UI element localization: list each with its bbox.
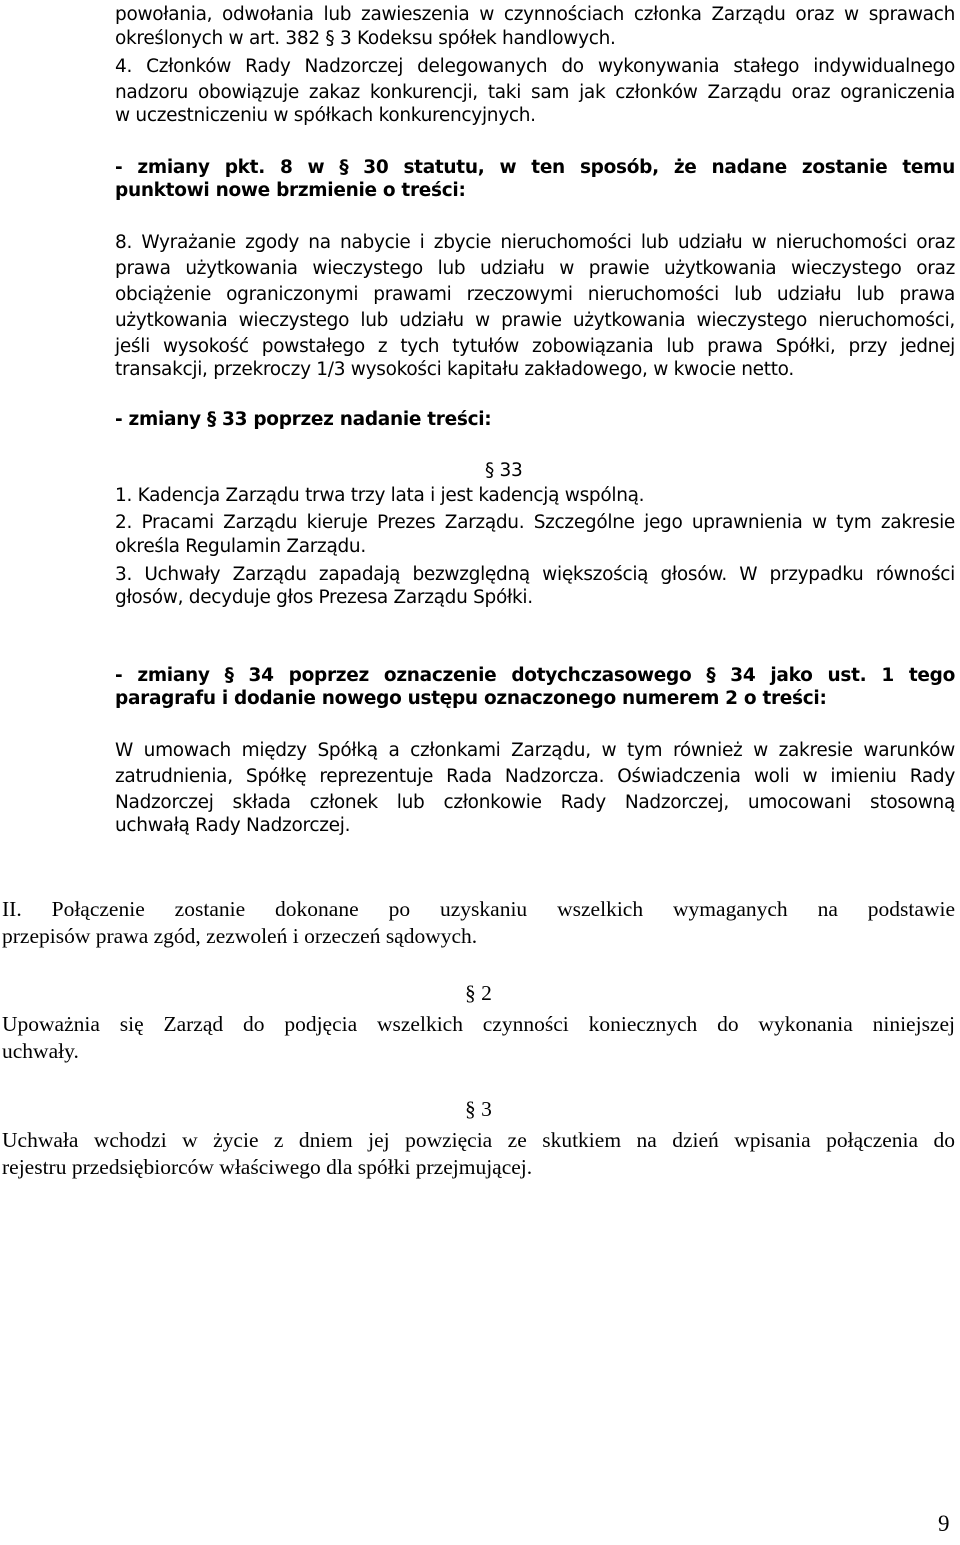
section-3-line: rejestru przedsiębiorców właściwego dla spółki przejmującej. xyxy=(2,1155,533,1179)
section-33-title: § 33 xyxy=(485,460,523,481)
page-number: 9 xyxy=(938,1511,950,1536)
item-8-line: obciążenie ograniczonymi prawami rzeczowymi nieruchomości lub udziału lub prawa xyxy=(115,284,955,305)
amendment-heading-line: punktowi nowe brzmienie o treści: xyxy=(115,180,466,201)
amendment-heading: - zmiany § 33 poprzez nadanie treści: xyxy=(115,409,492,430)
section-33-line: 2. Pracami Zarządu kieruje Prezes Zarządu. Szczególne jego uprawnienia w tym zakresie xyxy=(115,512,955,533)
amendment-heading-line: - zmiany pkt. 8 w § 30 statutu, w ten sposób, że nadane zostanie temu xyxy=(115,157,955,178)
top-paragraph-line: powołania, odwołania lub zawieszenia w czynnościach członka Zarządu oraz w sprawach xyxy=(115,4,955,25)
section-ii-line: przepisów prawa zgód, zezwoleń i orzeczeń sądowych. xyxy=(2,924,478,948)
section-33-line: określa Regulamin Zarządu. xyxy=(115,536,366,557)
item-4-line: 4. Członków Rady Nadzorczej delegowanych do wykonywania stałego indywidualnego xyxy=(115,56,955,77)
item-8-line: 8. Wyrażanie zgody na nabycie i zbycie nieruchomości lub udziału w nieruchomości oraz xyxy=(115,232,955,253)
section-ii-line: II. Połączenie zostanie dokonane po uzyskaniu wszelkich wymaganych na podstawie xyxy=(2,897,955,921)
top-paragraph-line: określonych w art. 382 § 3 Kodeksu spółek handlowych. xyxy=(115,28,616,49)
section-34-paragraph-line: zatrudnienia, Spółkę reprezentuje Rada Nadzorcza. Oświadczenia woli w imieniu Rady xyxy=(115,766,955,787)
item-8-line: użytkowania wieczystego lub udziału w prawie użytkowania wieczystego nieruchomości, xyxy=(115,310,955,331)
section-2-title: § 2 xyxy=(465,981,492,1005)
section-33-line: 1. Kadencja Zarządu trwa trzy lata i jest kadencją wspólną. xyxy=(115,485,645,506)
section-2-line: Upoważnia się Zarząd do podjęcia wszelkich czynności koniecznych do wykonania niniejszej xyxy=(2,1012,955,1036)
section-3-title: § 3 xyxy=(465,1097,492,1121)
amendment-heading-line: - zmiany § 34 poprzez oznaczenie dotychczasowego § 34 jako ust. 1 tego xyxy=(115,665,955,686)
item-8-line: jeśli wysokość powstałego z tych tytułów zobowiązania lub prawa Spółki, przy jednej xyxy=(115,336,955,357)
section-34-paragraph-line: Nadzorczej składa członek lub członkowie Rady Nadzorczej, umocowani stosowną xyxy=(115,792,955,813)
amendment-heading-line: paragrafu i dodanie nowego ustępu oznaczonego numerem 2 o treści: xyxy=(115,688,827,709)
section-34-paragraph-line: uchwałą Rady Nadzorczej. xyxy=(115,815,351,836)
item-8-line: transakcji, przekroczy 1/3 wysokości kapitału zakładowego, w kwocie netto. xyxy=(115,359,794,380)
section-3-line: Uchwała wchodzi w życie z dniem jej powzięcia ze skutkiem na dzień wpisania połączenia do xyxy=(2,1128,955,1152)
item-4-line: nadzoru obowiązuje zakaz konkurencji, taki sam jak członków Zarządu oraz ograniczenia xyxy=(115,82,955,103)
section-33-line: głosów, decyduje głos Prezesa Zarządu Spółki. xyxy=(115,587,533,608)
section-33-line: 3. Uchwały Zarządu zapadają bezwzględną większością głosów. W przypadku równości xyxy=(115,564,955,585)
item-8-line: prawa użytkowania wieczystego lub udziału w prawie użytkowania wieczystego oraz xyxy=(115,258,955,279)
item-4-line: w uczestniczeniu w spółkach konkurencyjnych. xyxy=(115,105,536,126)
section-2-line: uchwały. xyxy=(2,1039,79,1063)
section-34-paragraph-line: W umowach między Spółką a członkami Zarządu, w tym również w zakresie warunków xyxy=(115,740,955,761)
